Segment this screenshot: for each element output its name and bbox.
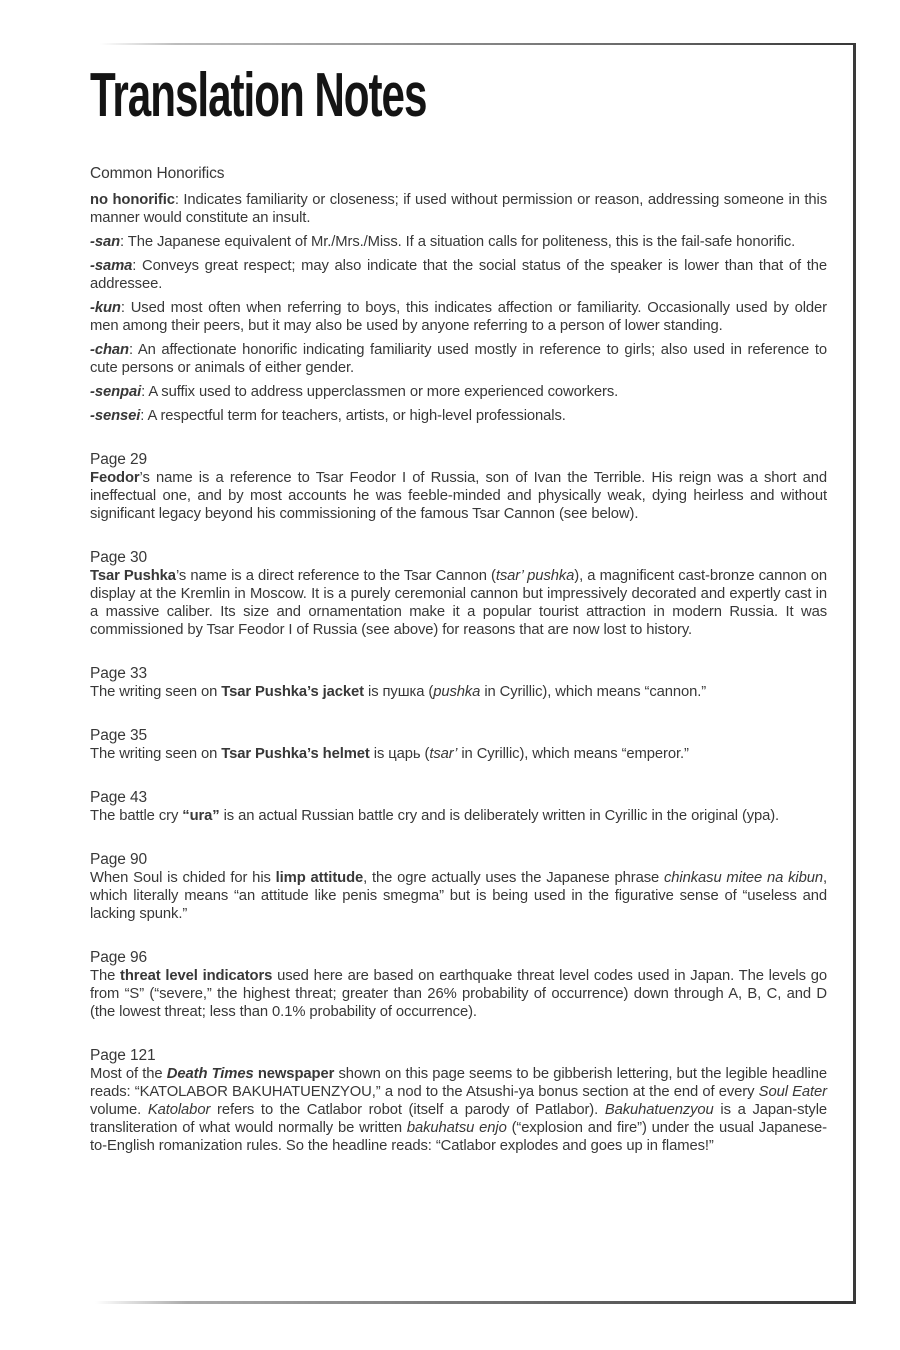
honorific-entry-no-honorific: no honorific: Indicates familiarity or closeness; if used without permission or reason, addressing someone in this manner would constitute an insult. bbox=[90, 192, 828, 226]
note-page-33-label: Page 33 bbox=[90, 665, 148, 682]
page-title bbox=[90, 61, 827, 130]
note-page-90 bbox=[90, 851, 827, 923]
note-page-29 bbox=[90, 451, 827, 523]
honorific-entry-sama: -sama: Conveys great respect; may also indicate that the social status of the speaker is lower than that of the addressee. bbox=[90, 258, 827, 292]
note-page-43-label: Page 43 bbox=[90, 789, 148, 806]
note-page-43-body: The battle cry “ura” is an actual Russian battle cry and is deliberately written in Cyrillic in the original (ура). bbox=[90, 808, 780, 824]
page-frame-right-border bbox=[853, 43, 856, 1304]
note-page-30 bbox=[90, 549, 827, 639]
note-page-35 bbox=[90, 727, 827, 763]
page-frame-bottom-border bbox=[95, 1301, 856, 1304]
note-page-35-body: The writing seen on Tsar Pushka’s helmet is царь (tsar’ in Cyrillic), which means “emperor.” bbox=[90, 746, 689, 762]
honorifics-heading: Common Honorifics bbox=[90, 165, 225, 182]
note-page-29-body: Feodor’s name is a reference to Tsar Feodor I of Russia, son of Ivan the Terrible. His reign was a short and ineffectual one, and by most accounts he was feeble-minded and physically weak, dying heirless and without significant legacy beyond his commissioning of the famous Tsar Cannon (see below). bbox=[90, 470, 827, 522]
honorific-entry-sensei: -sensei: A respectful term for teachers, artists, or high-level professionals. bbox=[90, 408, 566, 424]
honorific-entry-san: -san: The Japanese equivalent of Mr./Mrs./Miss. If a situation calls for politeness, this is the fail-safe honorific. bbox=[90, 234, 796, 250]
note-page-29-label: Page 29 bbox=[90, 451, 148, 468]
page-title-text: Translation Notes bbox=[90, 61, 427, 130]
note-page-121 bbox=[90, 1047, 827, 1155]
honorific-entry-kun: -kun: Used most often when referring to boys, this indicates affection or familiarity. Occasionally used by older men among their peers, but it may also be used by anyone referring to a person of lower standing. bbox=[90, 300, 827, 334]
note-page-96-body: The threat level indicators used here are based on earthquake threat level codes used in Japan. The levels go from “S” (“severe,” the highest threat; greater than 26% probability of occurrence) down through A, B, C, and D (the lowest threat; less than 0.1% probability of occurrence). bbox=[90, 968, 827, 1020]
honorific-entry-chan: -chan: An affectionate honorific indicating familiarity used mostly in reference to girls; also used in reference to cute persons or animals of either gender. bbox=[90, 342, 827, 376]
honorifics-section bbox=[90, 164, 827, 425]
note-page-33 bbox=[90, 665, 827, 701]
note-page-96 bbox=[90, 949, 827, 1021]
note-page-121-body: Most of the Death Times newspaper shown on this page seems to be gibberish lettering, but the legible headline reads: “KATOLABOR BAKUHATUENZYOU,” a nod to the Atsushi-ya bonus section at the end of every Soul Eater volume. Katolabor refers to the Catlabor robot (itself a parody of Patlabor). Bakuhatuenzyou is a Japan-style transliteration of what would normally be written bakuhatsu enjo (“explosion and fire”) under the usual Japanese-to-English romanization rules. So the headline reads: “Catlabor explodes and goes up in flames!” bbox=[90, 1066, 828, 1154]
note-page-96-label: Page 96 bbox=[90, 949, 148, 966]
note-page-30-label: Page 30 bbox=[90, 549, 148, 566]
note-page-33-body: The writing seen on Tsar Pushka’s jacket is пушка (pushka in Cyrillic), which means “cannon.” bbox=[90, 684, 707, 700]
note-page-43 bbox=[90, 789, 827, 825]
honorific-entry-senpai: -senpai: A suffix used to address upperclassmen or more experienced coworkers. bbox=[90, 384, 619, 400]
note-page-30-body: Tsar Pushka’s name is a direct reference to the Tsar Cannon (tsar’ pushka), a magnificent cast-bronze cannon on display at the Kremlin in Moscow. It is a purely ceremonial cannon but impressively decorated and expertly cast in a massive caliber. Its size and ornamentation make it a popular tourist attraction in modern Russia. It was commissioned by Tsar Feodor I of Russia (see above) for reasons that are now lost to history. bbox=[90, 568, 827, 638]
note-page-35-label: Page 35 bbox=[90, 727, 148, 744]
note-page-121-label: Page 121 bbox=[90, 1047, 156, 1064]
page-content bbox=[90, 61, 828, 1155]
note-page-90-label: Page 90 bbox=[90, 851, 148, 868]
page-frame-top-border bbox=[100, 43, 856, 45]
note-page-90-body: When Soul is chided for his limp attitude, the ogre actually uses the Japanese phrase chinkasu mitee na kibun, which literally means “an attitude like penis smegma” but is being used in the figurative sense of “useless and lacking spunk.” bbox=[90, 870, 827, 922]
